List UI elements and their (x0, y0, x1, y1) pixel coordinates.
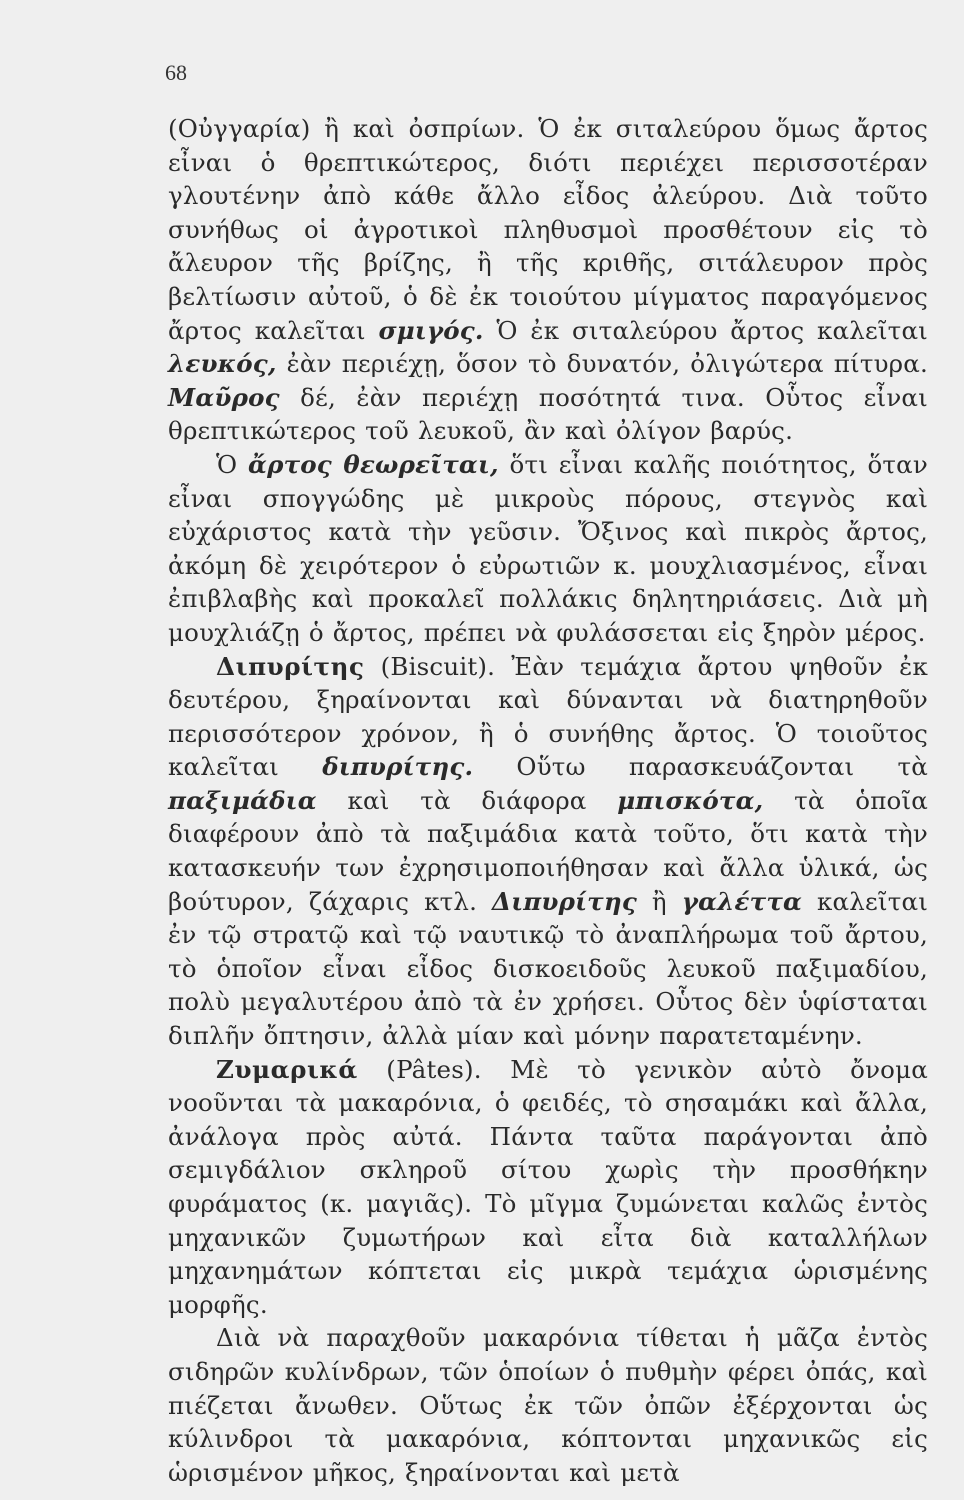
paragraph (168, 1321, 928, 1489)
emphasized-term: σμιγός. (378, 315, 484, 345)
section-heading: Ζυμαρικά (216, 1054, 358, 1084)
emphasized-term: Μαῦρος (168, 382, 280, 412)
body-text (168, 112, 928, 1489)
text-run: (Biscuit). Ἐὰν τεμάχια ἄρτου ψηθοῦν ἐκ δευτέρου, ξηραίνονται καὶ δύνανται νὰ διατηρηθοῦν περισσότερον χρόνον, ἢ ὁ συνήθης ἄρτος. Ὁ τοιοῦτος καλεῖται (168, 651, 928, 782)
paragraph (168, 448, 928, 650)
text-run: δέ, ἐὰν περιέχῃ ποσότητά τινα. Οὗτος εἶναι θρεπτικώτερος τοῦ λευκοῦ, ἂν καὶ ὀλίγον βαρύς. (168, 382, 928, 446)
text-run: καλεῖται ἐν τῷ στρατῷ καὶ τῷ ναυτικῷ τὸ ἀναπλήρωμα τοῦ ἄρτου, τὸ ὁποῖον εἶναι εἶδος δισκοειδοῦς λευκοῦ παξιμαδίου, πολὺ μεγαλυτέρου ἀπὸ τὰ ἐν χρήσει. Οὗτος δὲν ὑφίσταται διπλῆν ὄπτησιν, ἀλλὰ μίαν καὶ μόνην παρατεταμένην. (168, 886, 928, 1051)
section-heading: Διπυρίτης (216, 651, 365, 681)
text-run: ἐὰν περιέχῃ, ὅσον τὸ δυνατόν, ὀλιγώτερα πίτυρα. (276, 349, 928, 379)
emphasized-term: λευκός, (168, 349, 277, 379)
paragraph (168, 112, 928, 448)
text-run: ὅτι εἶναι καλῆς ποιότητος, ὅταν εἶναι σπογγώδης μὲ μικροὺς πόρους, στεγνὸς καὶ εὐχάριστος κατὰ τὴν γεῦσιν. Ὄξινος καὶ πικρὸς ἄρτος, ἀκόμη δὲ χειρότερον ὁ εὐρωτιῶν κ. μουχλιασμένος, εἶναι ἐπιβλαβὴς καὶ προκαλεῖ πολλάκις δηλητηριάσεις. Διὰ μὴ μουχλιάζῃ ὁ ἄρτος, πρέπει νὰ φυλάσσεται εἰς ξηρὸν μέρος. (168, 449, 928, 647)
text-run: Ὁ (216, 449, 249, 479)
text-run: Ὁ ἐκ σιταλεύρου ἄρτος καλεῖται (483, 315, 928, 345)
emphasized-term: μπισκότα, (617, 785, 764, 815)
paragraph (168, 650, 928, 1053)
text-run: τὰ ὁποῖα διαφέρουν ἀπὸ τὰ παξιμάδια κατὰ τοῦτο, ὅτι κατὰ τὴν κατασκευήν των ἐχρησιμοποιήθησαν καὶ ἄλλα ὑλικά, ὡς βούτυρον, ζάχαρις κτλ. (168, 785, 928, 916)
emphasized-term: γαλέττα (681, 886, 803, 916)
text-run: (Pâtes). Μὲ τὸ γενικὸν αὐτὸ ὄνομα νοοῦνται τὰ μακαρόνια, ὁ φειδές, τὸ σησαμάκι καὶ ἄλλα, ἀνάλογα πρὸς αὐτά. Πάντα ταῦτα παράγονται ἀπὸ σεμιγδάλιον σκληροῦ σίτου χωρὶς τὴν προσθήκην φυράματος (κ. μαγιᾶς). Τὸ μῖγμα ζυμώνεται καλῶς ἐντὸς μηχανικῶν ζυμωτήρων καὶ εἶτα διὰ καταλλήλων μηχανημάτων κόπτεται εἰς μικρὰ τεμάχια ὡρισμένης μορφῆς. (168, 1054, 928, 1319)
paragraph (168, 1053, 928, 1322)
emphasized-term: Διπυρίτης (492, 886, 637, 916)
text-run: ἢ (637, 886, 682, 916)
emphasized-term: ἄρτος θεωρεῖται, (248, 449, 499, 479)
emphasized-term: παξιμάδια (168, 785, 317, 815)
text-run: Διὰ νὰ παραχθοῦν μακαρόνια τίθεται ἡ μᾶζα ἐντὸς σιδηρῶν κυλίνδρων, τῶν ὁποίων ὁ πυθμὴν φέρει ὀπάς, καὶ πιέζεται ἄνωθεν. Οὕτως ἐκ τῶν ὀπῶν ἐξέρχονται ὡς κύλινδροι τὰ μακαρόνια, κόπτονται μηχανικῶς εἰς ὡρισμένον μῆκος, ξηραίνονται καὶ μετὰ (168, 1323, 928, 1487)
text-run: (Οὐγγαρία) ἢ καὶ ὀσπρίων. Ὁ ἐκ σιταλεύρου ὅμως ἄρτος εἶναι ὁ θρεπτικώτερος, διότι περιέχει περισσοτέραν γλουτένην ἀπὸ κάθε ἄλλο εἶδος ἀλεύρου. Διὰ τοῦτο συνήθως οἱ ἀγροτικοὶ πληθυσμοὶ προσθέτουν εἰς τὸ ἄλευρον τῆς βρίζης, ἢ τῆς κριθῆς, σιτάλευρον πρὸς βελτίωσιν αὐτοῦ, ὁ δὲ ἐκ τοιούτου μίγματος παραγόμενος ἄρτος καλεῖται (168, 114, 928, 345)
text-run: Οὕτω παρασκευάζονται τὰ (473, 752, 928, 782)
emphasized-term: διπυρίτης. (322, 752, 474, 782)
text-run: καὶ τὰ διάφορα (316, 785, 618, 815)
page-number: 68 (165, 60, 187, 85)
